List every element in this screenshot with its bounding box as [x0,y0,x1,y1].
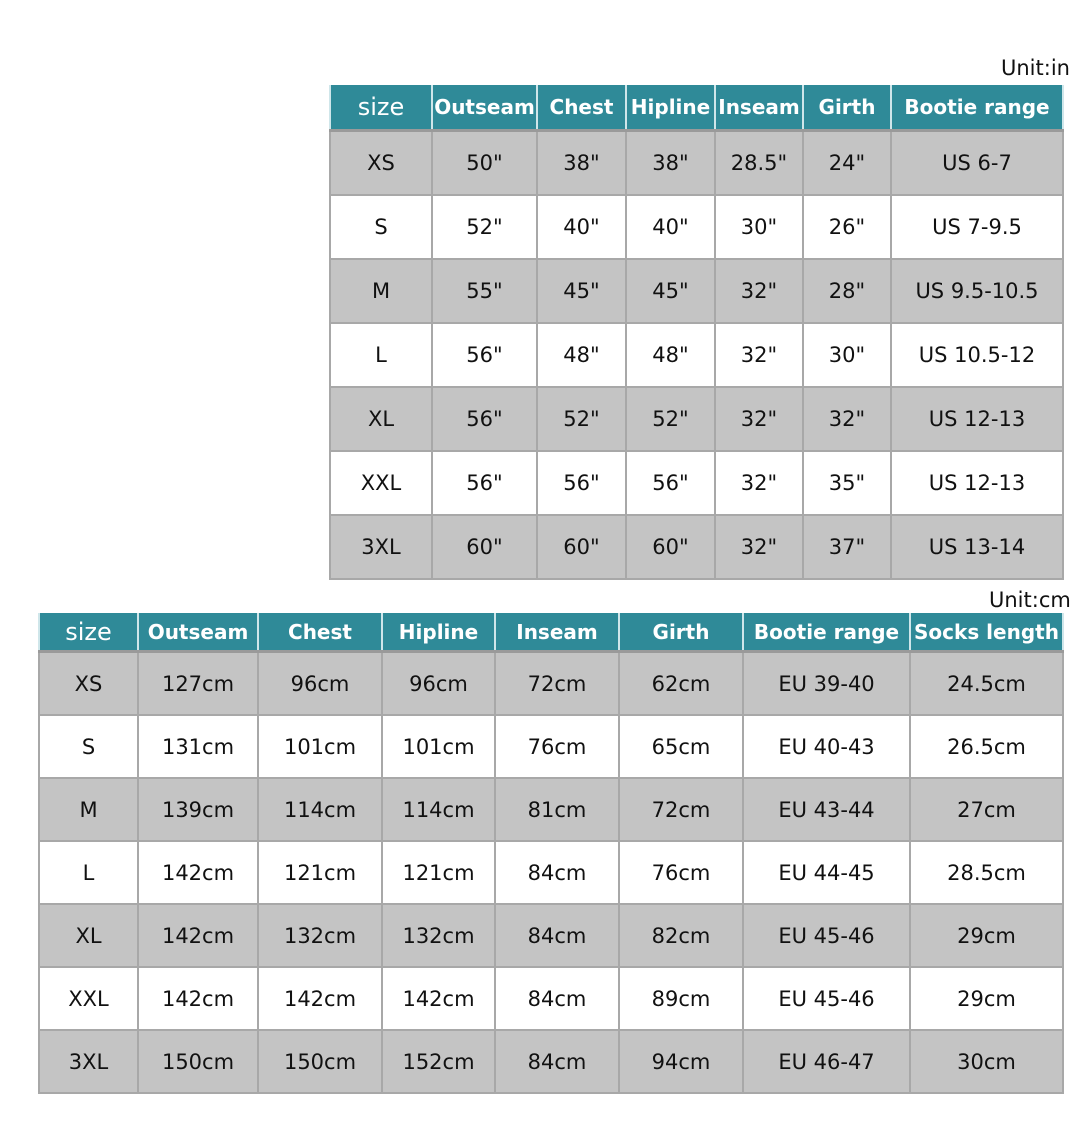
column-header-inseam: Inseam [495,613,619,652]
table-row [39,715,1063,778]
table-cell: 139cm [138,778,258,841]
table-cell: 76cm [495,715,619,778]
size-cell: XXL [330,451,432,515]
column-header-outseam: Outseam [138,613,258,652]
size-chart-inches [329,85,1064,580]
table-cell: US 7-9.5 [891,195,1063,259]
header-row [39,613,1063,652]
table-row [330,387,1063,451]
table-cell: 131cm [138,715,258,778]
table-cell: 56" [432,387,537,451]
table-cell: 76cm [619,841,743,904]
table-cell: US 10.5-12 [891,323,1063,387]
table-cell: 127cm [138,652,258,716]
table-cell: 84cm [495,967,619,1030]
size-cell: XL [330,387,432,451]
table-cell: 65cm [619,715,743,778]
table-cell: 26" [803,195,891,259]
table-row [330,515,1063,579]
table-cell: 142cm [138,841,258,904]
table-cell: US 9.5-10.5 [891,259,1063,323]
table-cell: 62cm [619,652,743,716]
table-row [330,451,1063,515]
table-cell: 24" [803,131,891,196]
table-cell: 142cm [138,904,258,967]
column-header-size: size [39,613,138,652]
table-cell: 60" [432,515,537,579]
table-cell: 52" [537,387,626,451]
table-cell: 38" [537,131,626,196]
table-cell: EU 46-47 [743,1030,910,1093]
header-row [330,85,1063,131]
table-cell: 84cm [495,904,619,967]
size-cell: S [39,715,138,778]
table-cell: EU 43-44 [743,778,910,841]
table-cell: 89cm [619,967,743,1030]
column-header-chest: Chest [258,613,382,652]
table-cell: 45" [626,259,715,323]
table-row [330,195,1063,259]
table-cell: 60" [537,515,626,579]
size-cell: M [39,778,138,841]
table-cell: 56" [432,451,537,515]
table-cell: 28" [803,259,891,323]
table-cell: EU 40-43 [743,715,910,778]
table-cell: 55" [432,259,537,323]
table-cell: 32" [803,387,891,451]
table-row [39,652,1063,716]
table-cell: 37" [803,515,891,579]
size-cell: L [39,841,138,904]
table-cell: 32" [715,451,803,515]
table-cell: 45" [537,259,626,323]
table-cell: 35" [803,451,891,515]
table-cell: 30" [803,323,891,387]
table-cell: 96cm [258,652,382,716]
table-cell: 50" [432,131,537,196]
table-row [39,778,1063,841]
table-cell: 38" [626,131,715,196]
table-cell: 40" [626,195,715,259]
table-row [330,323,1063,387]
table-cell: 60" [626,515,715,579]
size-cell: L [330,323,432,387]
size-chart-centimeters [38,613,1064,1094]
table-cell: 142cm [382,967,495,1030]
table-cell: 48" [626,323,715,387]
table-cell: 52" [432,195,537,259]
table-cell: US 12-13 [891,451,1063,515]
column-header-outseam: Outseam [432,85,537,131]
table-cell: 24.5cm [910,652,1063,716]
size-cell: XL [39,904,138,967]
column-header-chest: Chest [537,85,626,131]
table-cell: 81cm [495,778,619,841]
size-cell: 3XL [330,515,432,579]
size-cell: XXL [39,967,138,1030]
table-cell: 114cm [382,778,495,841]
table-cell: US 12-13 [891,387,1063,451]
table-cell: 29cm [910,967,1063,1030]
table-cell: 72cm [495,652,619,716]
table-cell: 101cm [382,715,495,778]
table-cell: 142cm [258,967,382,1030]
table-cell: 40" [537,195,626,259]
column-header-girth: Girth [619,613,743,652]
column-header-hipline: Hipline [382,613,495,652]
table-cell: EU 44-45 [743,841,910,904]
table-cell: 82cm [619,904,743,967]
table-row [330,259,1063,323]
table-cell: 142cm [138,967,258,1030]
column-header-size: size [330,85,432,131]
table-row [39,967,1063,1030]
table-cell: EU 45-46 [743,904,910,967]
column-header-girth: Girth [803,85,891,131]
table-cell: 30cm [910,1030,1063,1093]
table-cell: 150cm [258,1030,382,1093]
table-cell: 150cm [138,1030,258,1093]
table-cell: 56" [432,323,537,387]
table-cell: 121cm [382,841,495,904]
table-row [39,904,1063,967]
size-cell: S [330,195,432,259]
column-header-bootie-range: Bootie range [743,613,910,652]
column-header-socks-length: Socks length [910,613,1063,652]
table-cell: 32" [715,387,803,451]
column-header-bootie-range: Bootie range [891,85,1063,131]
table-cell: 56" [626,451,715,515]
table-cell: 32" [715,259,803,323]
table-cell: 30" [715,195,803,259]
column-header-hipline: Hipline [626,85,715,131]
size-cell: 3XL [39,1030,138,1093]
table-cell: 52" [626,387,715,451]
table-cell: US 6-7 [891,131,1063,196]
table-cell: 101cm [258,715,382,778]
table-cell: US 13-14 [891,515,1063,579]
table-cell: 96cm [382,652,495,716]
table-cell: 28.5" [715,131,803,196]
size-cell: XS [330,131,432,196]
table-cell: 84cm [495,1030,619,1093]
table-cell: 26.5cm [910,715,1063,778]
table-cell: 84cm [495,841,619,904]
table-cell: 48" [537,323,626,387]
table-cell: 152cm [382,1030,495,1093]
table-cell: 72cm [619,778,743,841]
table-cell: 121cm [258,841,382,904]
column-header-inseam: Inseam [715,85,803,131]
table-cell: 114cm [258,778,382,841]
table-cell: 32" [715,323,803,387]
table-cell: 28.5cm [910,841,1063,904]
unit-label-inches: Unit:in [1001,56,1070,80]
table-cell: 56" [537,451,626,515]
table-cell: 132cm [382,904,495,967]
table-cell: 29cm [910,904,1063,967]
table-cell: EU 39-40 [743,652,910,716]
table-cell: 94cm [619,1030,743,1093]
table-row [39,1030,1063,1093]
table-cell: EU 45-46 [743,967,910,1030]
unit-label-centimeters: Unit:cm [989,588,1071,612]
size-cell: XS [39,652,138,716]
table-cell: 32" [715,515,803,579]
table-cell: 27cm [910,778,1063,841]
table-row [39,841,1063,904]
table-row [330,131,1063,196]
size-cell: M [330,259,432,323]
table-cell: 132cm [258,904,382,967]
